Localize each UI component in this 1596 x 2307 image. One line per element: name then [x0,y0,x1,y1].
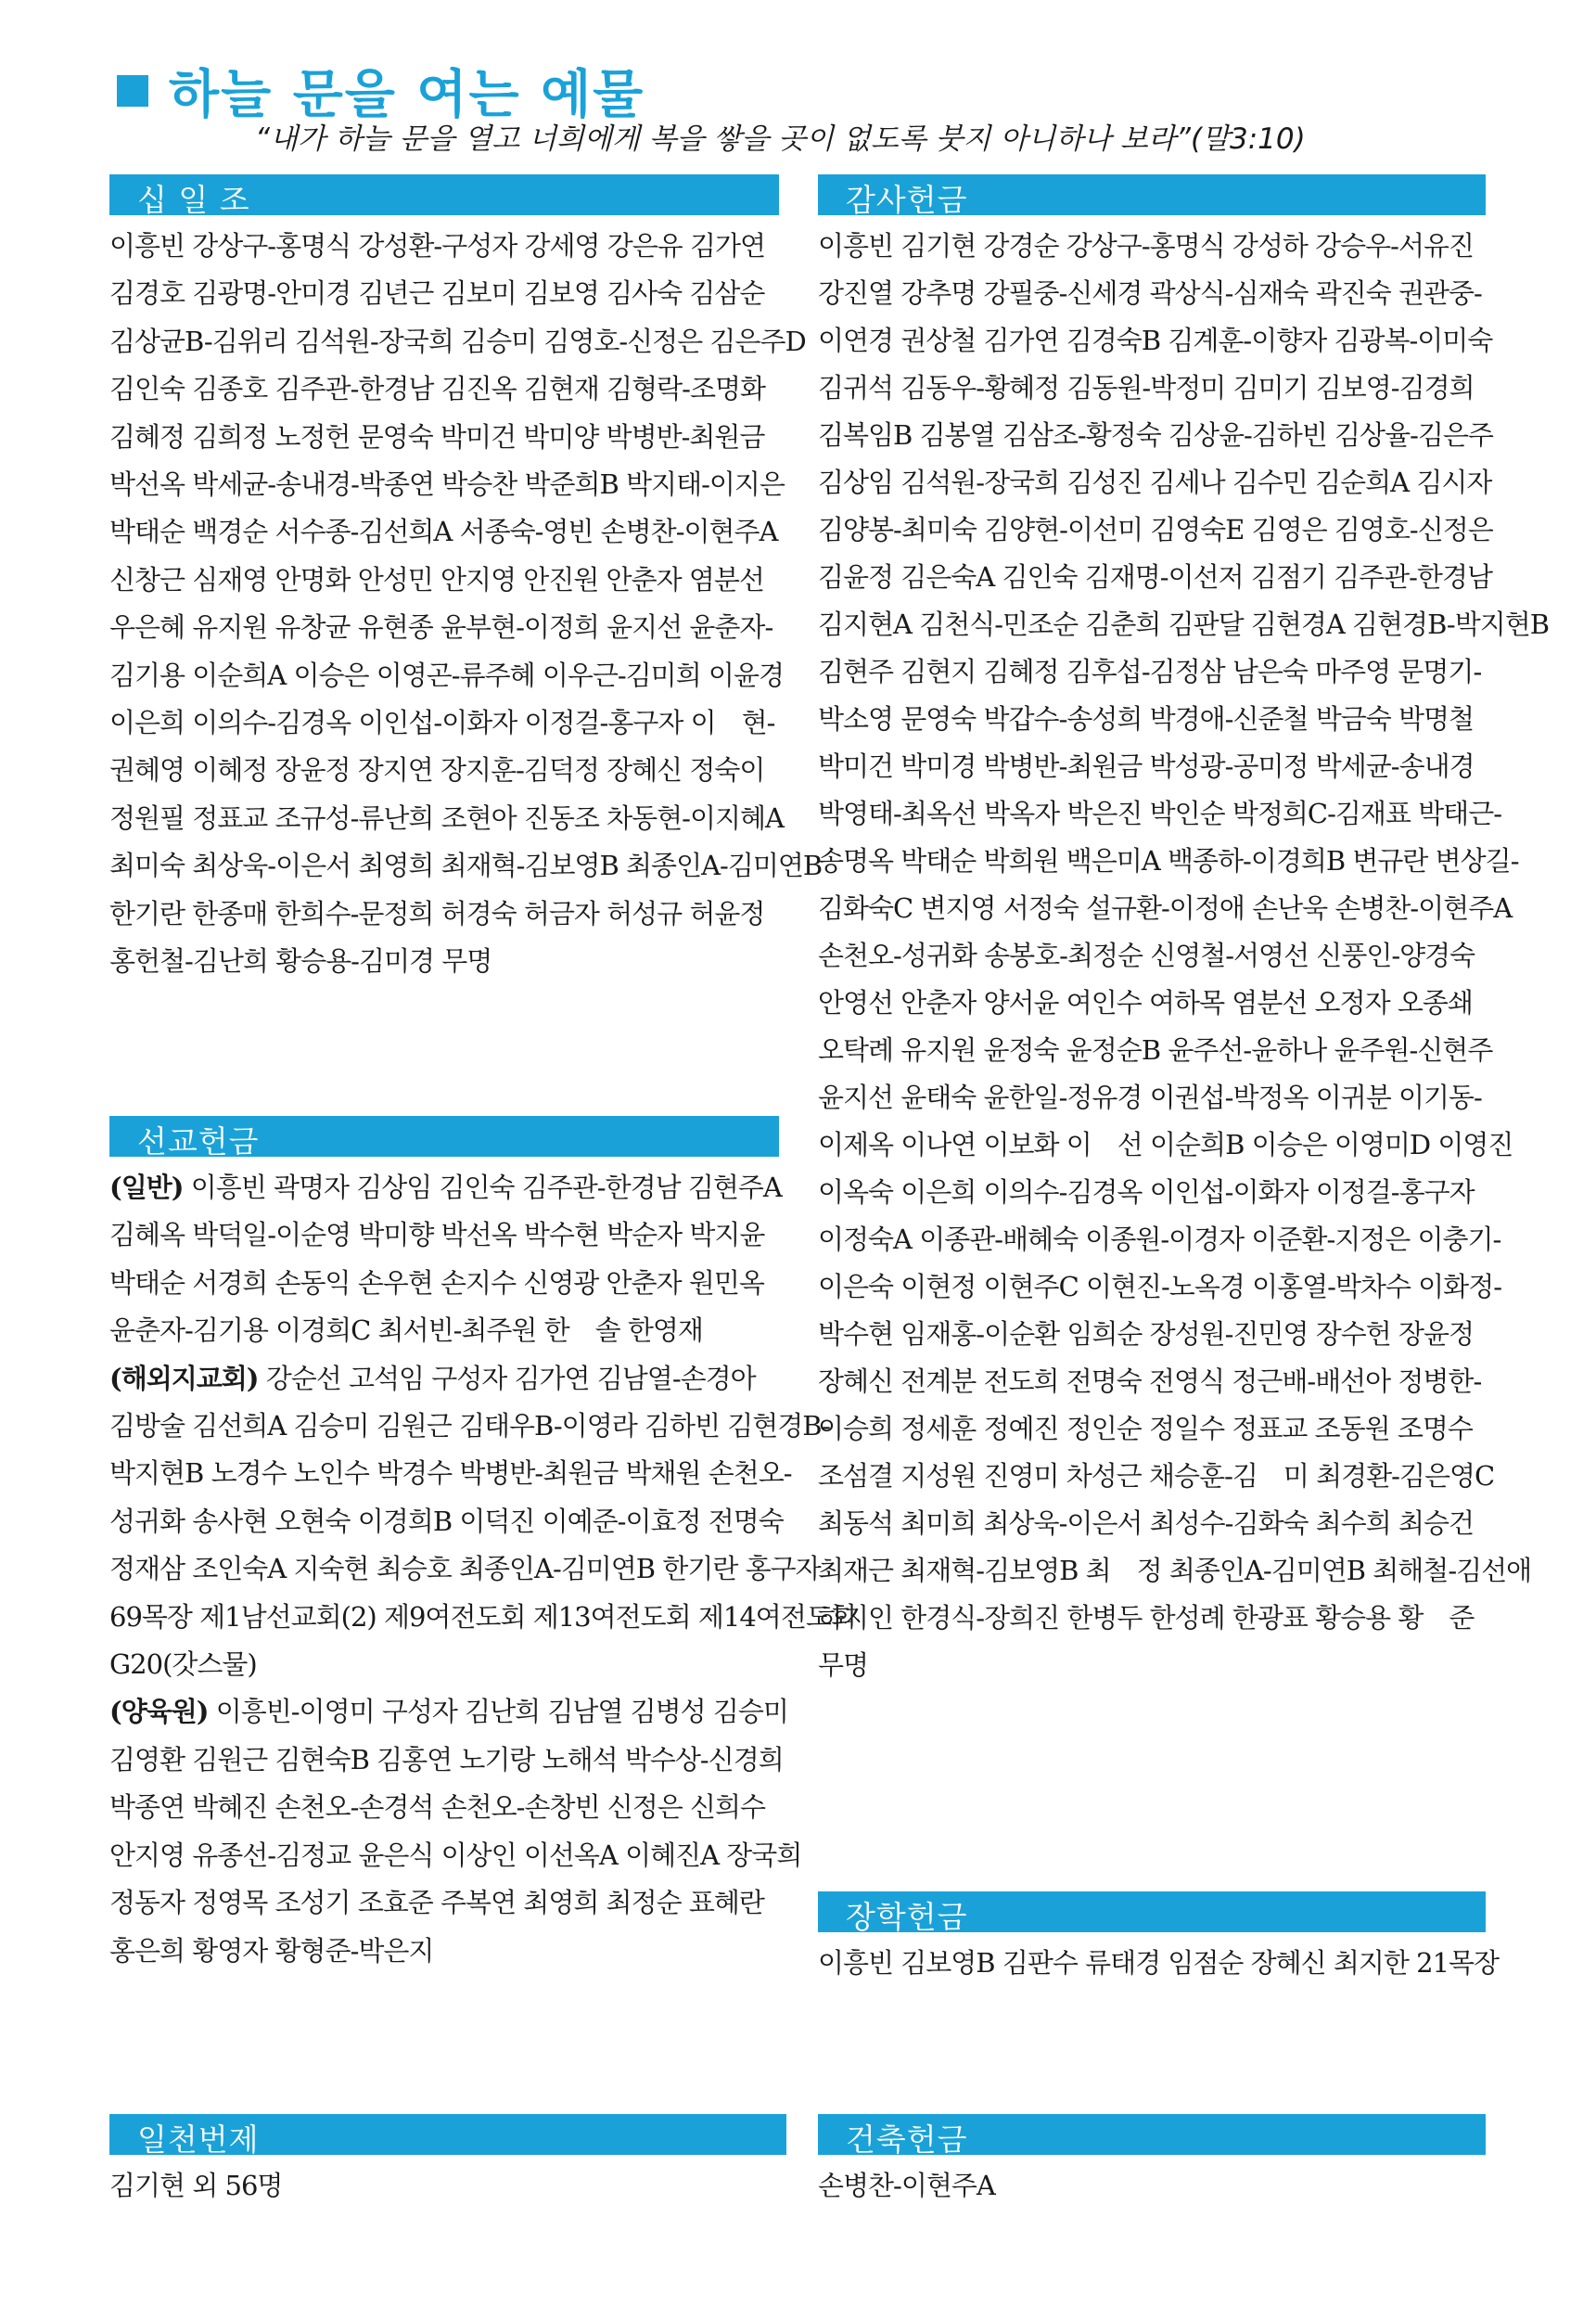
name-line: 김상임 김석원-장국희 김성진 김세나 김수민 김순희A 김시자 [818,467,1492,498]
name-text: 박태순 서경희 손동익 손우현 손지수 신영광 안춘자 원민옥 [109,1266,764,1299]
thanks-name-list [818,223,1550,1689]
name-text: 정재삼 조인숙A 지숙현 최승호 최종인A-김미연B 한기란 홍구자 [109,1553,821,1585]
category-tag: (해외지교회) [109,1362,259,1394]
name-line: 손병찬-이현주A [818,2170,995,2201]
name-line: 이흥빈 김보영B 김판수 류태경 임점순 장혜신 최지한 21목장 [818,1947,1500,1979]
scholarship-header-bar [818,1891,1486,1935]
daily-name-list [109,2162,786,2210]
name-line [109,1928,779,1975]
name-line: 최동석 최미희 최상욱-이은서 최성수-김화숙 최수희 최승건 [818,1507,1475,1539]
name-line [109,1879,779,1927]
scholarship-header-label: 장학헌금 [846,1899,968,1935]
name-line: 무명 [818,1649,869,1681]
name-line: 이은희 이의수-김경옥 이인섭-이화자 이정걸-홍구자 이 현- [109,707,775,739]
thanks-header-bar [818,174,1486,218]
name-text: 박지현B 노경수 노인수 박경수 박병반-최원금 박채원 손천오- [109,1457,792,1490]
name-text: 69목장 제1남선교회(2) 제9여전도회 제13여전도회 제14여전도회 [109,1600,856,1633]
name-text: G20(갓스물) [109,1648,257,1681]
name-line: 박소영 문영숙 박갑수-송성희 박경애-신준철 박금숙 박명철 [818,703,1475,735]
name-line: 이은숙 이현정 이현주C 이현진-노옥경 이홍열-박차수 이화정- [818,1271,1502,1302]
name-line [109,1641,779,1688]
name-line: 김현주 김현지 김혜정 김후섭-김정삼 남은숙 마주영 문명기- [818,656,1482,687]
name-line: 홍헌철-김난희 황승용-김미경 무명 [109,945,492,978]
name-line: 권혜영 이혜정 장윤정 장지연 장지훈-김덕정 장혜신 정숙이 [109,754,765,787]
name-line: 우은혜 유지원 유창균 유현종 윤부현-이정희 윤지선 윤춘자- [109,611,773,644]
building-section [818,2114,1486,2210]
name-line: 김지현A 김천식-민조순 김춘희 김판달 김현경A 김현경B-박지현B [818,609,1550,640]
name-text: 윤춘자-김기용 이경희C 최서빈-최주원 한 솔 한영재 [109,1314,703,1347]
name-line [109,1403,830,1450]
name-text: 안지영 유종선-김정교 윤은식 이상인 이선옥A 이혜진A 장국희 [109,1839,802,1871]
name-line [109,1784,779,1831]
name-line: 오탁례 유지원 윤정숙 윤정순B 윤주선-윤하나 윤주원-신현주 [818,1034,1493,1066]
name-line: 이승희 정세훈 정예진 정인순 정일수 정표교 조동원 조명수 [818,1413,1473,1444]
name-line: 김인숙 김종호 김주관-한경남 김진옥 김현재 김형락-조명화 [109,373,766,405]
name-line [109,1688,788,1736]
name-line [109,1307,779,1354]
name-line: 박선옥 박세균-송내경-박종연 박승찬 박준희B 박지태-이지은 [109,468,785,501]
name-text: 박종연 박혜진 손천오-손경석 손천오-손창빈 신정은 신희수 [109,1791,766,1824]
name-text: 김방술 김선희A 김승미 김원근 김태우B-이영라 김하빈 김현경B- [109,1410,830,1442]
name-line: 박미건 박미경 박병반-최원금 박성광-공미정 박세균-송내경 [818,750,1475,782]
daily-header-bar [109,2114,786,2158]
name-line: 손천오-성귀화 송봉호-최정순 신영철-서영선 신풍인-양경숙 [818,940,1475,971]
scholarship-name-list [818,1940,1500,1987]
name-text: 강순선 고석임 구성자 김가연 김남열-손경아 [258,1362,756,1394]
name-line: 이정숙A 이종관-배혜숙 이종원-이경자 이준환-지정은 이충기- [818,1224,1501,1255]
name-line: 김귀석 김동우-황혜정 김동원-박정미 김미기 김보영-김경희 [818,372,1475,404]
daily-section [109,2114,786,2210]
verse-quote: “내가 하늘 문을 열고 너희에게 복을 쌓을 곳이 없도록 붓지 아니하나 보라”(말3:10) [255,122,1306,156]
name-line: 최재근 최재혁-김보영B 최 정 최종인A-김미연B 최해철-김선애 [818,1555,1532,1586]
name-text: 이흥빈-이영미 구성자 김난희 김남열 김병성 김승미 [208,1696,788,1728]
category-tag: (일반) [109,1172,184,1203]
name-text: 홍은희 황영자 황형준-박은지 [109,1934,434,1967]
mission-header-bar [109,1116,779,1160]
thanks-header-label: 감사헌금 [846,182,968,218]
thanks-section [818,174,1550,1689]
name-line [109,1737,784,1784]
name-line: 이흥빈 강상구-홍명식 강성환-구성자 강세영 강은유 김가연 [109,230,766,262]
name-line: 최미숙 최상욱-이은서 최영희 최재혁-김보영B 최종인A-김미연B [109,850,823,882]
name-line [109,1260,779,1307]
name-line: 박수현 임재홍-이순환 임희순 장성원-진민영 장수헌 장윤정 [818,1318,1475,1350]
name-line: 조섬결 지성원 진영미 차성근 채승훈-김 미 최경환-김은영C [818,1460,1495,1492]
name-line: 김양봉-최미숙 김양현-이선미 김영숙E 김영은 김영호-신정은 [818,514,1493,545]
name-line [109,1450,792,1497]
tithe-name-list [109,223,823,986]
name-line: 신창근 심재영 안명화 안성민 안지영 안진원 안춘자 염분선 [109,563,764,596]
name-line: 김기용 이순희A 이승은 이영곤-류주혜 이우근-김미희 이윤경 [109,659,784,691]
name-line: 박태순 백경순 서수종-김선희A 서종숙-영빈 손병찬-이현주A [109,516,778,548]
name-line: 이옥숙 이은희 이의수-김경옥 이인섭-이화자 이정걸-홍구자 [818,1176,1475,1208]
name-line [109,1545,821,1593]
building-name-list [818,2162,1486,2210]
name-line: 김복임B 김봉열 김삼조-황정숙 김상윤-김하빈 김상율-김은주 [818,419,1493,451]
name-line: 장혜신 전계분 전도희 전명숙 전영식 정근배-배선아 정병한- [818,1365,1482,1397]
name-line: 안영선 안춘자 양서윤 여인수 여하목 염분선 오정자 오종쇄 [818,987,1473,1019]
name-line: 한기란 한종매 한희수-문정희 허경숙 허금자 허성규 허윤정 [109,897,765,929]
daily-header-label: 일천번제 [137,2121,260,2158]
tithe-header-bar [109,174,779,218]
name-text: 이흥빈 곽명자 김상임 김인숙 김주관-한경남 김현주A [183,1172,782,1203]
name-line: 강진열 강추명 강필중-신세경 곽상식-심재숙 곽진숙 권관중- [818,277,1482,309]
name-line [109,1498,784,1545]
name-line [109,1211,779,1259]
name-text: 김영환 김원근 김현숙B 김홍연 노기랑 노해석 박수상-신경희 [109,1743,784,1775]
category-tag: (양육원) [109,1696,209,1728]
tithe-header-label: 십 일 조 [137,182,250,218]
name-line: 박영태-최옥선 박옥자 박은진 박인순 박정희C-김재표 박태근- [818,798,1502,829]
name-line: 김경호 김광명-안미경 김년근 김보미 김보영 김사숙 김삼순 [109,277,765,310]
name-line: 김기현 외 56명 [109,2170,283,2201]
name-line: 정원필 정표교 조규성-류난희 조현아 진동조 차동현-이지혜A [109,801,784,834]
building-header-label: 건축헌금 [846,2121,968,2158]
page-title: 하늘 문을 여는 예물 [169,65,645,125]
mission-header-label: 선교헌금 [137,1123,260,1160]
name-text: 성귀화 송사현 오현숙 이경희B 이덕진 이예준-이효정 전명숙 [109,1505,784,1537]
name-line [109,1832,802,1879]
title-square-icon [117,75,148,107]
name-line [109,1355,779,1403]
name-text: 정동자 정영목 조성기 조효준 주복연 최영희 최정순 표혜란 [109,1887,764,1919]
name-line [109,1594,856,1641]
name-line: 김윤정 김은숙A 김인숙 김재명-이선저 김점기 김주관-한경남 [818,561,1492,593]
name-line: 김화숙C 변지영 서정숙 설규환-이정애 손난욱 손병찬-이현주A [818,892,1513,924]
name-line: 윤지선 윤태숙 윤한일-정유경 이권섭-박정옥 이귀분 이기동- [818,1082,1482,1113]
tithe-section [109,174,823,986]
name-line: 이제옥 이나연 이보화 이 선 이순희B 이승은 이영미D 이영진 [818,1129,1513,1160]
name-line: 송명옥 박태순 박희원 백은미A 백종하-이경희B 변규란 변상길- [818,845,1519,877]
name-line: 김상균B-김위리 김석원-장국희 김승미 김영호-신정은 김은주D [109,325,806,357]
name-text: 김혜옥 박덕일-이순영 박미향 박선옥 박수현 박순자 박지윤 [109,1219,765,1251]
building-header-bar [818,2114,1486,2158]
name-line: 하지인 한경식-장희진 한병두 한성례 한광표 황승용 황 준 [818,1602,1475,1634]
name-line: 이흥빈 김기현 강경순 강상구-홍명식 강성하 강승우-서유진 [818,230,1475,262]
name-line: 이연경 권상철 김가연 김경숙B 김계훈-이향자 김광복-이미숙 [818,325,1493,356]
scholarship-section [818,1891,1500,1987]
name-line: 김혜정 김희정 노정헌 문영숙 박미건 박미양 박병반-최원금 [109,420,765,453]
name-line [109,1164,782,1211]
